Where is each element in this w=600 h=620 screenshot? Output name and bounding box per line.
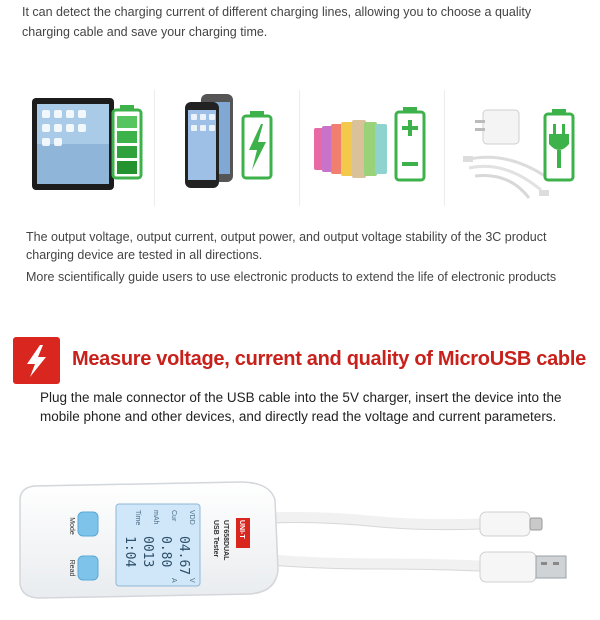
- readout-label-mah: mAh: [152, 510, 159, 525]
- read-label: Read: [68, 559, 75, 577]
- micro-usb-cable: [270, 518, 480, 525]
- section-heading: Measure voltage, current and quality of MicroUSB cable: [72, 348, 586, 370]
- battery-bolt-icon: [243, 111, 271, 178]
- micro-usb-connector: [480, 512, 542, 536]
- readout-unit-a: A: [170, 578, 177, 583]
- tablet-image: [32, 98, 114, 190]
- mode-label: Mode: [68, 517, 75, 535]
- usb-a-connector: [480, 552, 566, 582]
- model-name: UT658DUAL: [222, 520, 229, 561]
- brand-logo: UNI-T: [238, 520, 245, 539]
- readout-value-vdd: 04.67: [176, 536, 191, 576]
- intro-text: It can detect the charging current of different charging lines, allowing you to choose a quality charging cable and save your charging time.: [22, 5, 532, 39]
- readout-label-vdd: VDD: [188, 510, 195, 525]
- readout-unit-v: V: [188, 578, 195, 583]
- section-instructions: Plug the male connector of the USB cable into the 5V charger, insert the device into the mobile phone and other devices, and directly read the voltage and current parameters.: [40, 390, 562, 424]
- power-banks-illustration: [300, 80, 445, 216]
- charger-cables-image: [463, 110, 549, 198]
- model-subtitle: USB Tester: [212, 520, 219, 558]
- illustrations-row: [10, 80, 590, 216]
- description-guidance: More scientifically guide users to use electronic products to extend the life of electronic products: [26, 270, 557, 284]
- battery-full-icon: [113, 105, 141, 178]
- charger-cables-illustration: [445, 80, 590, 216]
- description-output-tests: The output voltage, output current, output power, and output voltage stability of the 3C product charging device are tested in all directions.: [26, 230, 547, 262]
- plug-battery-icon: [545, 109, 573, 180]
- tablet-battery-illustration: [10, 80, 155, 216]
- phone-image: [185, 94, 233, 188]
- readout-value-time: 1:04: [122, 536, 137, 568]
- usb-tester-product: [0, 460, 600, 615]
- read-button[interactable]: [78, 556, 98, 580]
- usb-a-cable: [270, 560, 480, 566]
- battery-plus-icon: [396, 107, 424, 180]
- mode-button[interactable]: [78, 512, 98, 536]
- phone-charging-illustration: [155, 80, 300, 216]
- readout-value-cur: 0.80: [158, 536, 173, 568]
- readout-label-cur: Cur: [170, 510, 177, 522]
- readout-value-mah: 0013: [140, 536, 155, 568]
- readout-label-time: Time: [134, 510, 141, 526]
- lightning-bolt-icon: [13, 337, 60, 384]
- power-banks-image: [314, 120, 387, 178]
